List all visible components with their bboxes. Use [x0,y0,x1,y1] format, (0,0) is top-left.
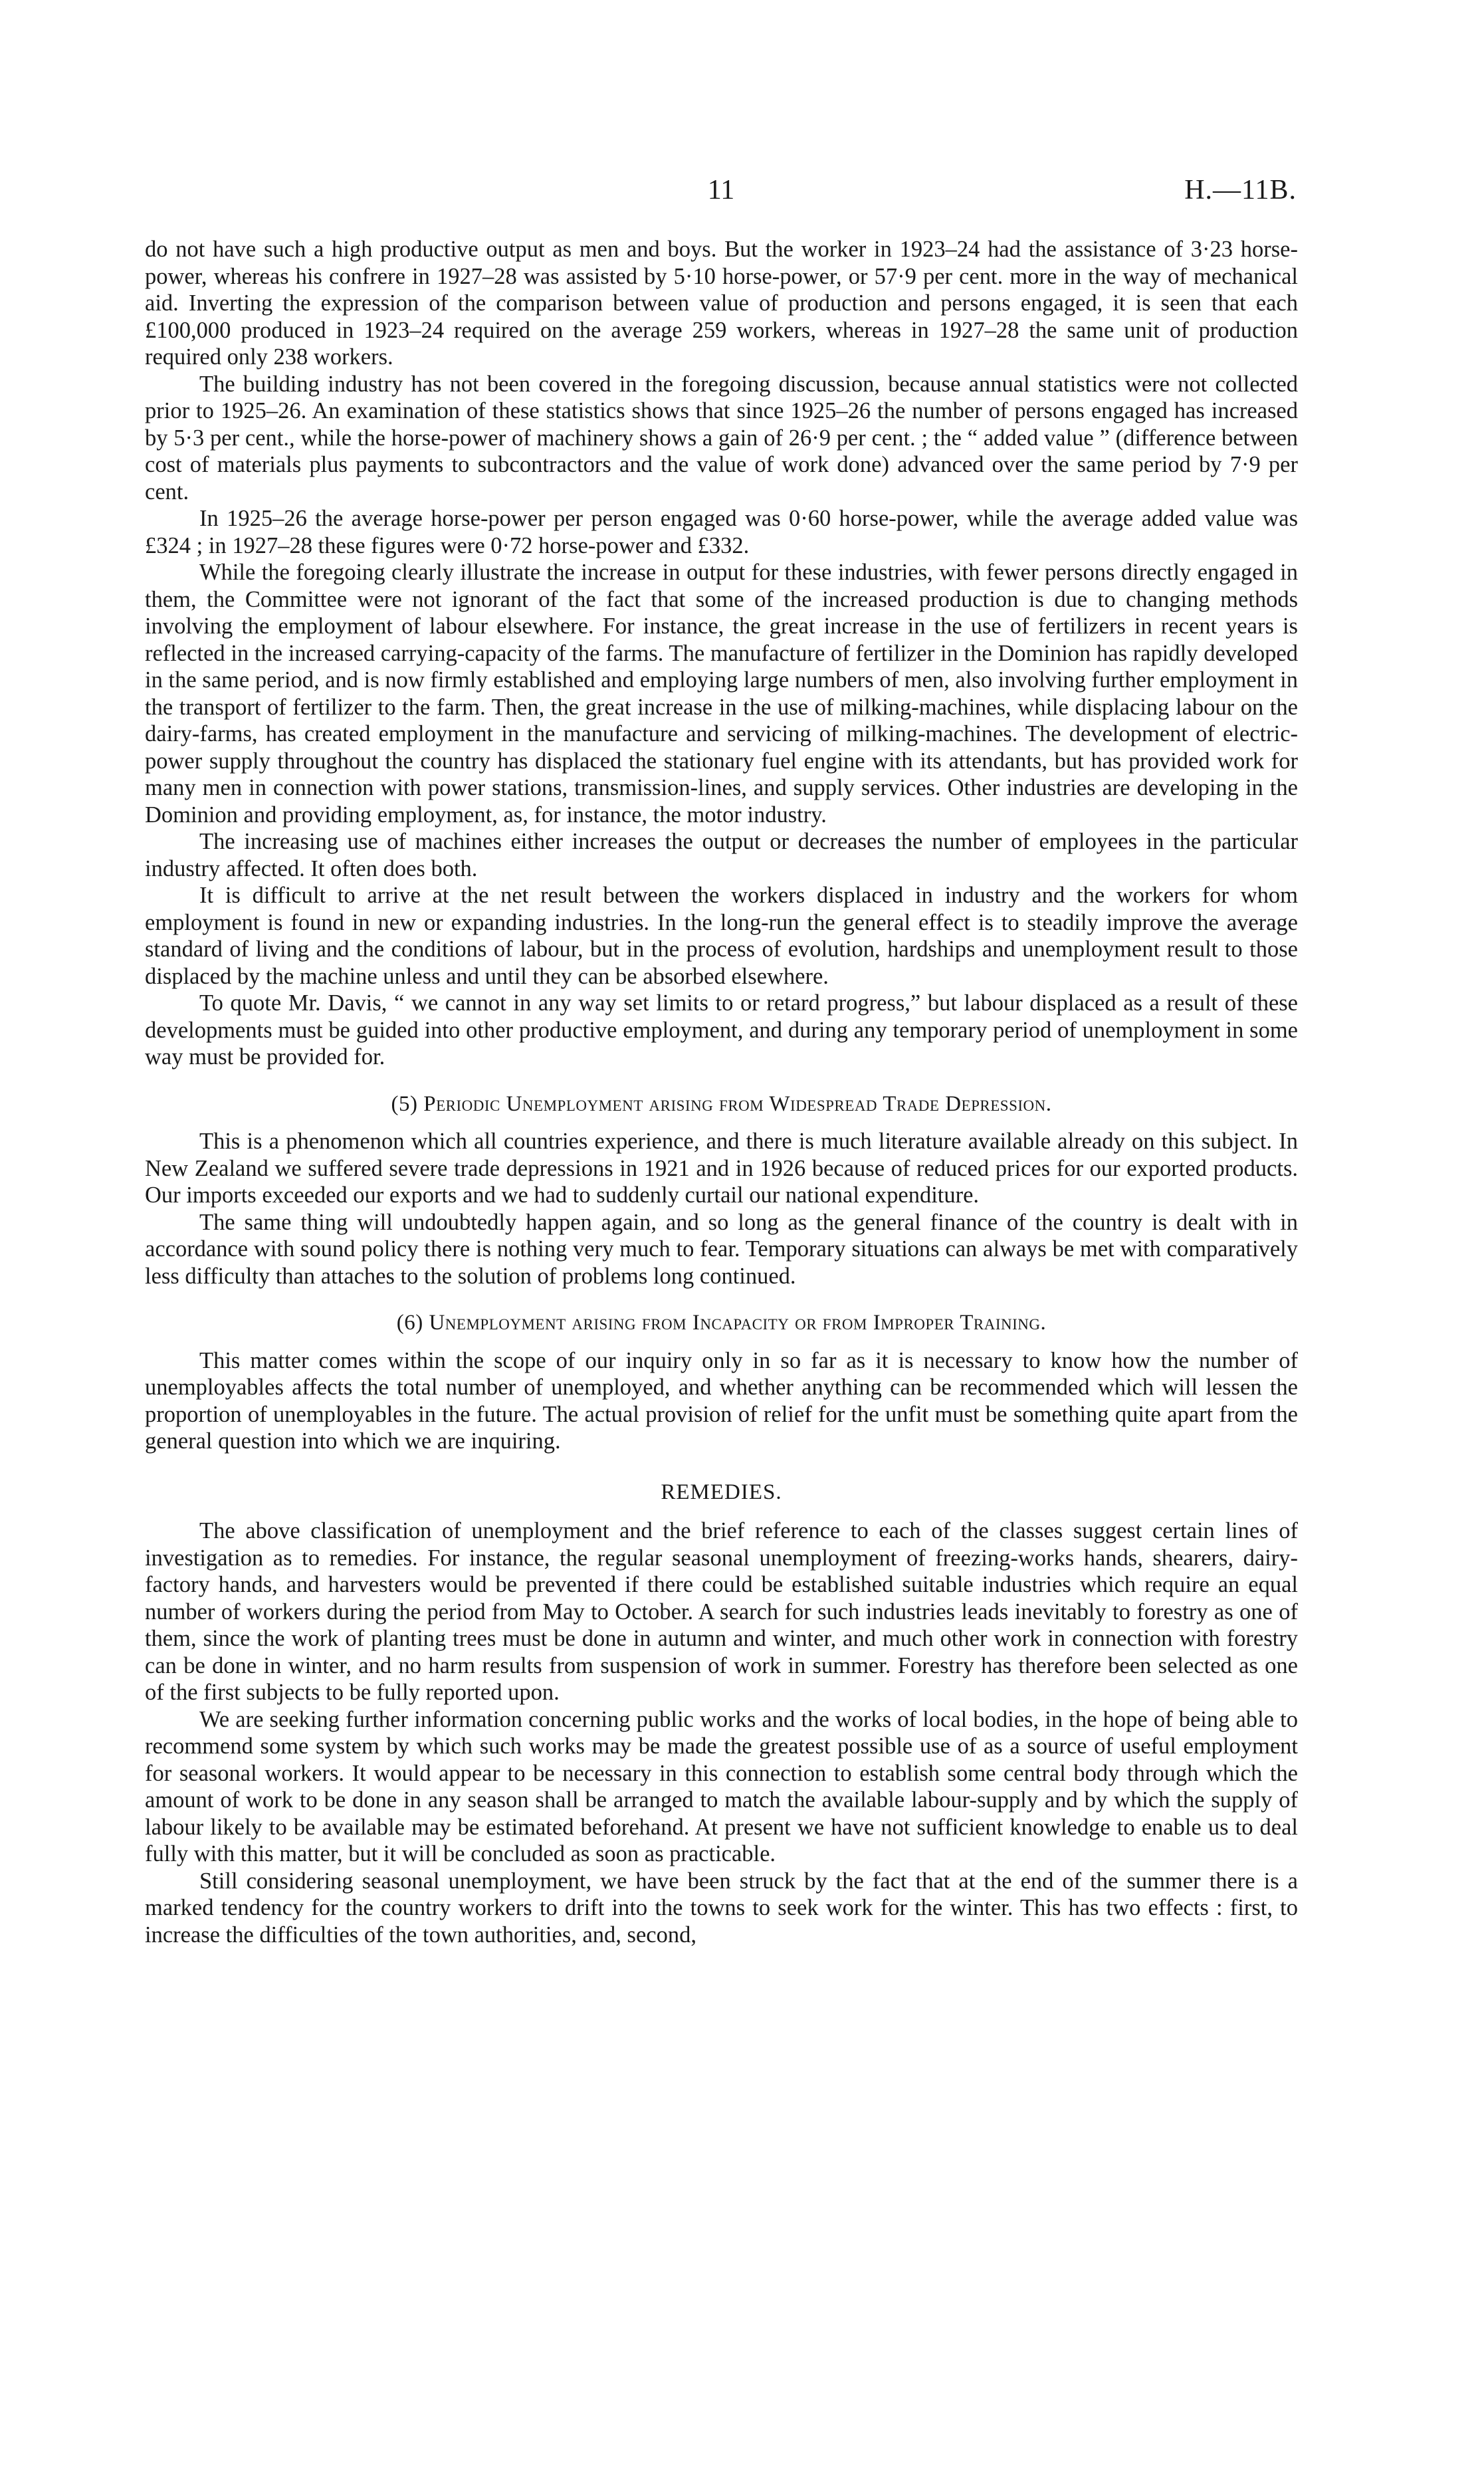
paragraph: While the foregoing clearly illustrate the increase in output for these industries, with fewer persons directly engaged in them, the Committee were not ignorant of the fact that some of the increased production is due to changing methods involving the employment of labour elsewhere. For instance, the great increase in the use of fertilizers in recent years is reflected in the increased carrying-capacity of the farms. The manufacture of fertilizer in the Dominion has rapidly developed in the same period, and is now firmly established and employing large numbers of men, also involving further employment in the transport of fertilizer to the farm. Then, the great increase in the use of milking-machines, while displacing labour on the dairy-farms, has created employment in the manufacture and servicing of milking-machines. The development of electric-power supply throughout the country has displaced the stationary fuel engine with its attendants, but has provided work for many men in connection with power stations, transmission-lines, and supply services. Other industries are developing in the Dominion and providing employment, as, for instance, the motor industry. [145,560,1298,828]
paragraph: This matter comes within the scope of our inquiry only in so far as it is necessary to know how the number of unemployables affects the total number of unemployed, and whether anything can be recommended which will lessen the proportion of unemployables in the future. The actual provision of relief for the unfit must be something quite apart from the general question into which we are inquiring. [145,1347,1298,1454]
paragraph: The building industry has not been covered in the foregoing discussion, because annual statistics were not collected prior to 1925–26. An examination of these statistics shows that since 1925–26 the number of persons engaged has increased by 5·3 per cent., while the horse-power of machinery shows a gain of 26·9 per cent. ; the “ added value ” (difference between cost of materials plus payments to subcontractors and the value of work done) advanced over the same period by 7·9 per cent. [145,371,1298,504]
paragraph: Still considering seasonal unemployment, we have been struck by the fact that at the end of the summer there is a marked tendency for the country workers to drift into the towns to seek work for the winter. This has two effects : first, to increase the difficulties of the town authorities, and, second, [145,1868,1298,1948]
paragraph: The above classification of unemployment and the brief reference to each of the classes suggest certain lines of investigation as to remedies. For instance, the regular seasonal unemployment of freezing-works hands, shearers, dairy-factory hands, and harvesters would be prevented if there could be established suitable industries which require an equal number of workers during the period from May to October. A search for such industries leads inevitably to forestry as one of them, since the work of planting trees must be done in autumn and winter, and much other work in connection with forestry can be done in winter, and no harm results from suspension of work in summer. Forestry has therefore been selected as one of the first subjects to be fully reported upon. [145,1518,1298,1705]
paragraph-continued: do not have such a high productive output as men and boys. But the worker in 1923–24 had the assistance of 3·23 horse-power, whereas his confrere in 1927–28 was assisted by 5·10 horse-power, or 57·9 per cent. more in the way of mechanical aid. Inverting the expression of the comparison between value of production and persons engaged, it is seen that each £100,000 produced in 1923–24 required on the average 259 workers, whereas in 1927–28 the same unit of production required only 238 workers. [145,237,1298,370]
paragraph: To quote Mr. Davis, “ we cannot in any way set limits to or retard progress,” but labour displaced as a result of these developments must be guided into other productive employment, and during any temporary period of unemployment in some way must be provided for. [145,990,1298,1069]
section-heading-remedies: REMEDIES. [661,1480,782,1504]
paragraph: In 1925–26 the average horse-power per person engaged was 0·60 horse-power, while the average added value was £324 ; in 1927–28 these figures were 0·72 horse-power and £332. [145,506,1298,558]
paragraph: This is a phenomenon which all countries experience, and there is much literature available already on this subject. In New Zealand we suffered severe trade depressions in 1921 and in 1926 because of reduced prices for our exported products. Our imports exceeded our exports and we had to suddenly curtail our national expenditure. [145,1129,1298,1208]
paragraph: The same thing will undoubtedly happen again, and so long as the general finance of the country is dealt with in accordance with sound policy there is nothing very much to fear. Temporary situations can always be met with comparatively less difficulty than attaches to the solution of problems long continued. [145,1209,1298,1289]
section-heading-incapacity: (6) Unemployment arising from Incapacity or from Improper Training. [396,1311,1047,1335]
paragraph: It is difficult to arrive at the net result between the workers displaced in industry and the workers for whom employment is found in new or expanding industries. In the long-run the general effect is to steadily improve the average standard of living and the conditions of labour, but in the process of evolution, hardships and unemployment result to those displaced by the machine unless and until they can be absorbed elsewhere. [145,883,1298,989]
page-header [0,174,1484,214]
paragraph: We are seeking further information concerning public works and the works of local bodies, in the hope of being able to recommend some system by which such works may be made the greatest possible use of as a source of useful employment for seasonal workers. It would appear to be necessary in this connection to establish some central body through which the amount of work to be done in any season shall be arranged to match the available labour-supply and by which the supply of labour likely to be available may be estimated beforehand. At present we have not sufficient knowledge to enable us to deal fully with this matter, but it will be concluded as soon as practicable. [145,1706,1298,1866]
body-text [145,236,1298,1948]
page-number: 11 [707,175,735,205]
paragraph: The increasing use of machines either increases the output or decreases the number of employees in the particular industry affected. It often does both. [145,829,1298,881]
section-heading-periodic-unemployment: (5) Periodic Unemployment arising from Widespread Trade Depression. [391,1091,1052,1116]
document-reference: H.—11B. [1184,175,1297,205]
